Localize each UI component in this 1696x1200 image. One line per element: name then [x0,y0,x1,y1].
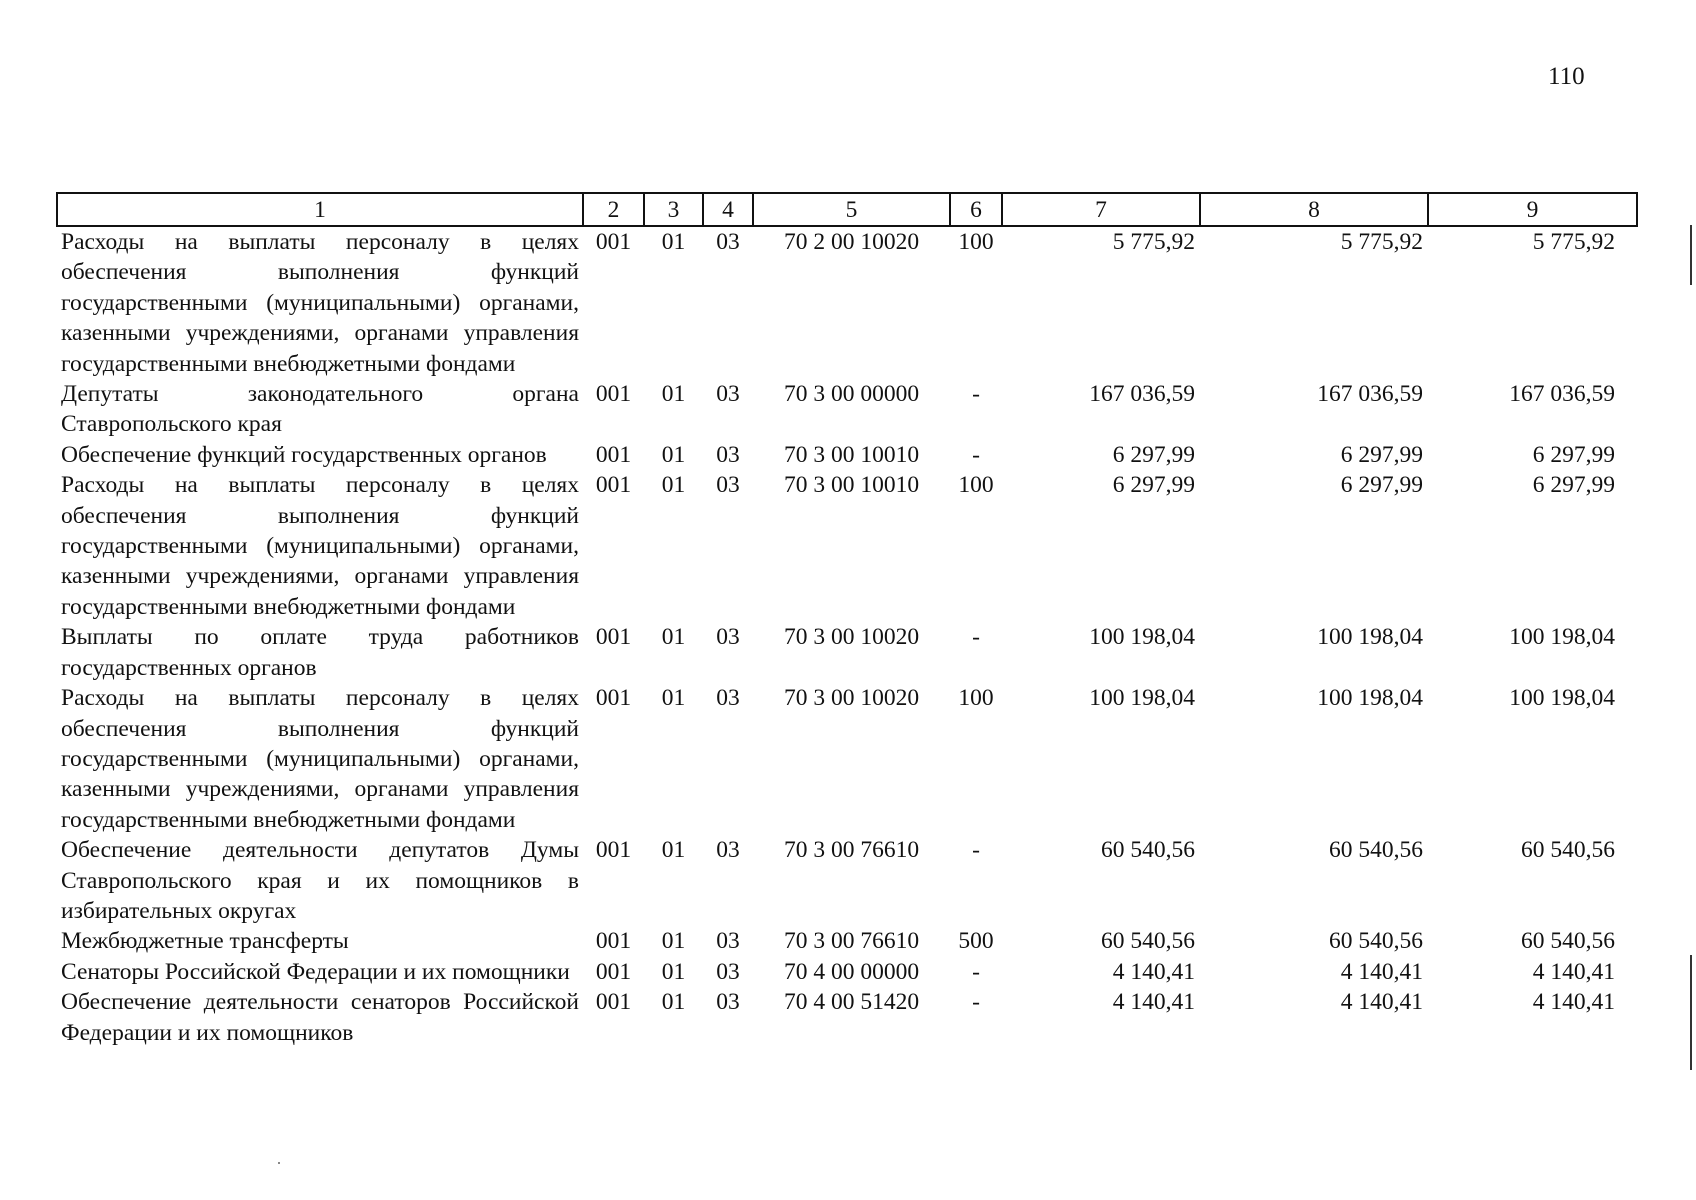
target-article-code: 70 3 00 76610 [783,837,920,864]
expense-name: Расходы на выплаты персоналу в целях обеспечения выполнения функций государственными (муниципальными) органами, казенными учреждениями, органами управления государственными внебюджетными фондами [61,229,579,377]
amount-col8: 60 540,56 [1329,837,1423,864]
expense-name: Депутаты законодательного органа Ставропольского края [61,381,579,438]
subsection-code: 03 [716,229,740,255]
section-code: 01 [661,837,686,864]
section-code: 01 [661,989,686,1016]
ministry-code: 001 [595,837,632,864]
subsection-code: 03 [716,472,740,499]
amount-col9: 4 140,41 [1532,989,1615,1016]
target-article-code: 70 3 00 10010 [783,441,920,468]
amount-col8: 6 297,99 [1340,441,1423,468]
amount-col9: 100 198,04 [1509,685,1615,712]
section-code: 01 [661,928,686,955]
expense-type-code: - [972,837,980,864]
ministry-code: 001 [595,472,632,499]
amount-col8: 5 775,92 [1340,229,1423,255]
target-article-code: 70 3 00 10020 [783,685,920,712]
table-row [57,379,1637,440]
column-header-3: 3 [644,193,703,226]
table-row [57,440,1637,470]
column-header-7: 7 [1002,193,1200,226]
expense-type-code: - [972,441,980,468]
ministry-code: 001 [595,441,632,468]
expense-name: Обеспечение функций государственных органов [61,441,547,468]
subsection-code: 03 [716,685,740,712]
section-code: 01 [661,229,686,255]
subsection-code: 03 [716,958,740,985]
column-header-1: 1 [57,193,583,226]
column-number-row [57,193,1637,226]
table-row [57,622,1637,683]
amount-col7: 167 036,59 [1089,381,1195,408]
amount-col8: 60 540,56 [1329,928,1423,955]
expense-type-code: - [972,958,980,985]
expense-type-code: - [972,381,980,408]
expense-type-code: - [972,624,980,651]
scan-speck [278,1162,280,1164]
ministry-code: 001 [595,958,632,985]
amount-col8: 4 140,41 [1340,958,1423,985]
amount-col8: 6 297,99 [1340,472,1423,499]
column-header-2: 2 [583,193,644,226]
amount-col7: 4 140,41 [1112,989,1195,1016]
expense-name: Межбюджетные трансферты [61,928,349,955]
page-number: 110 [1548,63,1585,90]
subsection-code: 03 [716,624,740,651]
ministry-code: 001 [595,624,632,651]
amount-col9: 100 198,04 [1509,624,1615,651]
table-row [57,226,1637,379]
amount-col9: 60 540,56 [1521,928,1615,955]
section-code: 01 [661,472,686,499]
amount-col8: 100 198,04 [1317,685,1423,712]
scan-edge-mark [1690,225,1692,285]
table-row [57,683,1637,835]
amount-col8: 4 140,41 [1340,989,1423,1016]
expense-name: Расходы на выплаты персоналу в целях обеспечения выполнения функций государственными (муниципальными) органами, казенными учреждениями, органами управления государственными внебюджетными фондами [61,472,579,620]
expense-type-code: 100 [958,472,994,499]
ministry-code: 001 [595,381,632,408]
column-header-6: 6 [950,193,1002,226]
table-row [57,926,1637,956]
table-row [57,835,1637,926]
ministry-code: 001 [595,928,632,955]
section-code: 01 [661,685,686,712]
column-header-4: 4 [703,193,753,226]
target-article-code: 70 4 00 00000 [783,958,920,985]
section-code: 01 [661,624,686,651]
amount-col7: 60 540,56 [1101,928,1195,955]
amount-col9: 60 540,56 [1521,837,1615,864]
target-article-code: 70 3 00 76610 [783,928,920,955]
expense-name: Выплаты по оплате труда работников государственных органов [61,624,579,681]
amount-col7: 4 140,41 [1112,958,1195,985]
expense-name: Расходы на выплаты персоналу в целях обеспечения выполнения функций государственными (муниципальными) органами, казенными учреждениями, органами управления государственными внебюджетными фондами [61,685,579,833]
subsection-code: 03 [716,381,740,408]
expense-name: Обеспечение деятельности сенаторов Российской Федерации и их помощников [61,989,579,1046]
ministry-code: 001 [595,989,632,1016]
section-code: 01 [661,381,686,408]
expense-type-code: 100 [958,685,994,712]
target-article-code: 70 3 00 00000 [783,381,920,408]
column-header-9: 9 [1428,193,1637,226]
section-code: 01 [661,441,686,468]
ministry-code: 001 [595,229,632,255]
amount-col9: 6 297,99 [1532,441,1615,468]
section-code: 01 [661,958,686,985]
target-article-code: 70 3 00 10010 [783,472,920,499]
amount-col8: 167 036,59 [1317,381,1423,408]
amount-col7: 5 775,92 [1112,229,1195,255]
expense-type-code: 500 [958,928,994,955]
subsection-code: 03 [716,441,740,468]
target-article-code: 70 3 00 10020 [783,624,920,651]
amount-col9: 6 297,99 [1532,472,1615,499]
amount-col7: 6 297,99 [1112,441,1195,468]
amount-col9: 167 036,59 [1509,381,1615,408]
amount-col7: 100 198,04 [1089,624,1195,651]
scan-edge-mark [1690,955,1692,1070]
amount-col9: 4 140,41 [1532,958,1615,985]
amount-col9: 5 775,92 [1532,229,1615,255]
table-row [57,470,1637,622]
expense-type-code: - [972,989,980,1016]
amount-col7: 6 297,99 [1112,472,1195,499]
expense-name: Обеспечение деятельности депутатов Думы Ставропольского края и их помощников в избирательных округах [61,837,579,924]
expense-type-code: 100 [958,229,994,255]
amount-col7: 100 198,04 [1089,685,1195,712]
table-row [57,957,1637,987]
amount-col8: 100 198,04 [1317,624,1423,651]
amount-col7: 60 540,56 [1101,837,1195,864]
subsection-code: 03 [716,928,740,955]
subsection-code: 03 [716,837,740,864]
table-row [57,987,1637,1048]
target-article-code: 70 4 00 51420 [783,989,920,1016]
column-header-8: 8 [1200,193,1428,226]
column-header-5: 5 [753,193,950,226]
target-article-code: 70 2 00 10020 [783,229,920,255]
budget-table [56,192,1638,1048]
ministry-code: 001 [595,685,632,712]
subsection-code: 03 [716,989,740,1016]
expense-name: Сенаторы Российской Федерации и их помощники [61,958,570,985]
